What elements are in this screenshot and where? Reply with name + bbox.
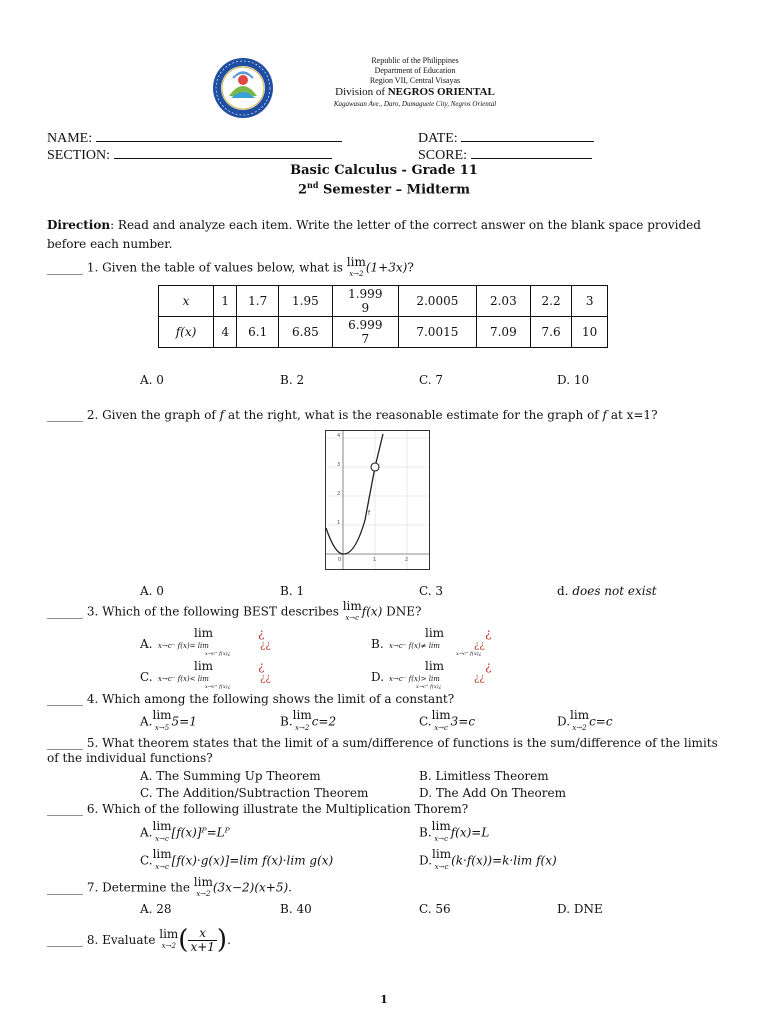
limit-notation: lim x→2 — [346, 255, 366, 278]
q5-choice-a[interactable]: A. The Summing Up Theorem — [140, 769, 321, 783]
table-cell: 1.999 9 — [332, 286, 398, 317]
header-division: Division of NEGROS ORIENTAL — [335, 86, 495, 98]
limit-notation: lim x→2 — [193, 875, 213, 898]
q5-choice-d[interactable]: D. The Add On Theorem — [419, 786, 566, 800]
table-cell: 1 — [214, 286, 237, 317]
table-cell: 7.0015 — [398, 317, 476, 348]
q2-choice-c[interactable]: C. 3 — [419, 584, 444, 598]
q4-option-b[interactable]: B.lim x→2 c=2 — [280, 708, 337, 732]
q3-option-d[interactable]: D. lim ¿ x→c⁻ f(x)> lim x→c⁺ f(x)¿ ¿¿ — [371, 659, 492, 690]
answer-blank[interactable]: ______ — [47, 604, 83, 619]
y-tick-4: 4 — [337, 433, 341, 439]
q6-option-b[interactable]: B.lim x→c f(x)=L — [419, 819, 490, 843]
table-header-x: x — [159, 286, 214, 317]
header-region: Region VII, Central Visayas — [369, 76, 461, 85]
question-4: ______ 4. Which among the following shows the limit of a constant? — [47, 692, 455, 706]
q3-option-a[interactable]: A. lim ¿ x→c⁻ f(x)= lim x→c⁺ f(x)¿ ¿¿ — [140, 626, 271, 657]
table-cell: 1.7 — [237, 286, 279, 317]
table-cell: 1.95 — [278, 286, 332, 317]
limit-notation: lim x→c — [342, 599, 362, 622]
q2-choice-b[interactable]: B. 1 — [280, 584, 305, 598]
score-field[interactable]: SCORE: — [418, 147, 592, 164]
header-address: Kagawasan Ave., Daro, Dumaguete City, Negros Oriental — [333, 100, 497, 108]
q7-choice-a[interactable]: A. 28 — [140, 902, 172, 916]
name-field[interactable]: NAME: — [47, 130, 342, 147]
question-6: ______ 6. Which of the following illustrate the Multiplication Thorem? — [47, 802, 469, 816]
x-tick-0: 0 — [338, 557, 342, 563]
values-table — [158, 285, 608, 348]
table-cell: 7.09 — [476, 317, 530, 348]
exam-title: Basic Calculus - Grade 11 — [290, 163, 478, 178]
question-7: ______ 7. Determine the lim x→2 (3x−2)(x+5). — [47, 875, 292, 898]
table-row-fx — [159, 317, 608, 348]
table-row-x — [159, 286, 608, 317]
q5-choice-c[interactable]: C. The Addition/Subtraction Theorem — [140, 786, 369, 800]
question-1: ______ 1. Given the table of values below, what is lim x→2 (1+3x)? — [47, 255, 414, 278]
q7-choice-c[interactable]: C. 56 — [419, 902, 451, 916]
table-cell: 2.03 — [476, 286, 530, 317]
question-5: ______ 5. What theorem states that the limit of a sum/difference of functions is the sum/difference of the limits of the individual functions? — [47, 736, 718, 765]
question-2: ______ 2. Given the graph of f at the right, what is the reasonable estimate for the graph of f at x=1? — [47, 408, 658, 422]
table-cell: 6.1 — [237, 317, 279, 348]
question-8: ______ 8. Evaluate lim x→2 ( x x+1 ) . — [47, 925, 231, 955]
exam-subtitle: 2nd Semester – Midterm — [298, 180, 470, 198]
answer-blank[interactable]: ______ — [47, 260, 83, 275]
header-department: Department of Education — [374, 66, 456, 75]
answer-blank[interactable]: ______ — [47, 408, 83, 422]
q1-choice-b[interactable]: B. 2 — [280, 373, 305, 387]
header-republic: Republic of the Philippines — [371, 56, 459, 65]
q4-option-c[interactable]: C.lim x→c 3=c — [419, 708, 476, 732]
answer-blank[interactable]: ______ — [47, 802, 83, 816]
q5-choice-b[interactable]: B. Limitless Theorem — [419, 769, 549, 783]
table-cell: 3 — [572, 286, 608, 317]
x-tick-1: 1 — [373, 557, 377, 563]
question-3: ______ 3. Which of the following BEST describes lim x→c f(x) DNE? — [47, 599, 422, 622]
date-field[interactable]: DATE: — [418, 130, 594, 147]
limit-notation: lim x→2 — [159, 927, 179, 950]
q2-choice-d[interactable]: d. does not exist — [557, 584, 657, 598]
section-field[interactable]: SECTION: — [47, 147, 332, 164]
table-header-fx: f(x) — [159, 317, 214, 348]
table-cell: 2.0005 — [398, 286, 476, 317]
q3-option-b[interactable]: B. lim ¿ x→c⁻ f(x)≠ lim x→c⁺ f(x)¿ ¿¿ — [371, 626, 492, 657]
fraction: x x+1 — [190, 925, 215, 954]
table-cell: 10 — [572, 317, 608, 348]
q4-option-d[interactable]: D.lim x→2 c=c — [557, 708, 613, 732]
table-cell: 6.85 — [278, 317, 332, 348]
q7-choice-b[interactable]: B. 40 — [280, 902, 312, 916]
direction-text: Direction: Read and analyze each item. Write the letter of the correct answer on the blank space provided before each number. — [47, 218, 701, 251]
q3-option-c[interactable]: C. lim ¿ x→c⁻ f(x)< lim x→c⁺ f(x)¿ ¿¿ — [140, 659, 271, 690]
table-cell: 7.6 — [530, 317, 572, 348]
answer-blank[interactable]: ______ — [47, 880, 83, 895]
table-cell: 4 — [214, 317, 237, 348]
q1-choice-c[interactable]: C. 7 — [419, 373, 444, 387]
q1-choice-d[interactable]: D. 10 — [557, 373, 590, 387]
table-cell: 6.999 7 — [332, 317, 398, 348]
function-graph — [325, 430, 430, 570]
curve-label: f — [368, 510, 371, 517]
answer-blank[interactable]: ______ — [47, 933, 83, 947]
q7-choice-d[interactable]: D. DNE — [557, 902, 603, 916]
table-cell: 2.2 — [530, 286, 572, 317]
q6-option-c[interactable]: C.lim x→c [f(x)·g(x)]=lim f(x)·lim g(x) — [140, 847, 334, 871]
answer-blank[interactable]: ______ — [47, 736, 83, 750]
q4-option-a[interactable]: A.lim x→5 5=1 — [140, 708, 197, 732]
y-tick-2: 2 — [337, 491, 341, 497]
q1-choice-a[interactable]: A. 0 — [140, 373, 164, 387]
y-tick-3: 3 — [337, 462, 341, 468]
y-tick-1: 1 — [337, 520, 341, 526]
page-number: 1 — [380, 993, 388, 1006]
x-tick-2: 2 — [405, 557, 409, 563]
q6-option-a[interactable]: A.lim x→c [f(x)]ᴾ=Lᴾ — [140, 819, 230, 843]
answer-blank[interactable]: ______ — [47, 692, 83, 706]
q2-choice-a[interactable]: A. 0 — [140, 584, 164, 598]
q6-option-d[interactable]: D.lim x→c (k·f(x))=k·lim f(x) — [419, 847, 557, 871]
